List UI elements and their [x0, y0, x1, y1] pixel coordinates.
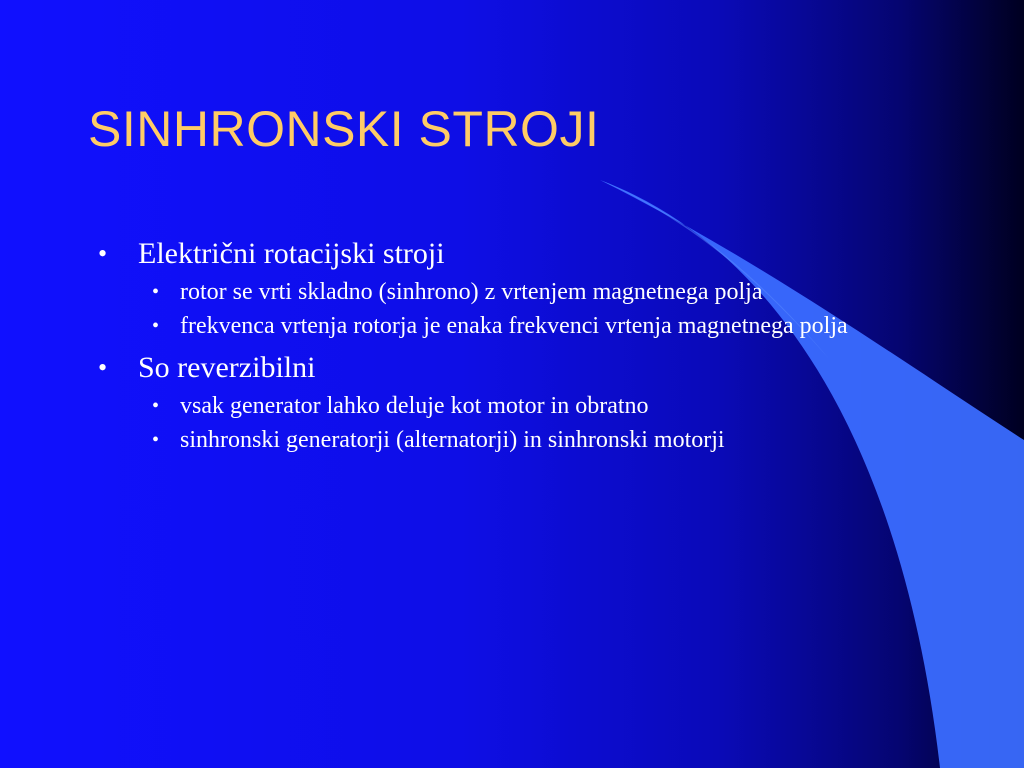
bullet-icon: •: [152, 315, 160, 337]
list-item-text: Električni rotacijski stroji: [138, 237, 445, 270]
list-item-text: frekvenca vrtenja rotorja je enaka frekvenci vrtenja magnetnega polja: [180, 313, 848, 339]
list-item-text: rotor se vrti skladno (sinhrono) z vrtenjem magnetnega polja: [180, 279, 763, 305]
list-item-text: vsak generator lahko deluje kot motor in obratno: [180, 393, 649, 419]
bullet-icon: •: [152, 281, 160, 303]
bullet-icon: •: [152, 429, 160, 451]
list-item: [98, 424, 898, 456]
list-item: [98, 236, 898, 272]
list-item-text: sinhronski generatorji (alternatorji) in sinhronski motorji: [180, 427, 725, 453]
bullet-icon: •: [152, 395, 160, 417]
list-item-text: So reverzibilni: [138, 351, 316, 384]
bullet-icon: •: [98, 239, 108, 268]
list-item: [98, 350, 898, 386]
slide-title: SINHRONSKI STROJI: [88, 101, 600, 157]
bullet-icon: •: [98, 353, 108, 382]
list-item: [98, 310, 898, 342]
bullet-list: [98, 236, 898, 458]
list-item: [98, 390, 898, 422]
list-item: [98, 276, 898, 308]
